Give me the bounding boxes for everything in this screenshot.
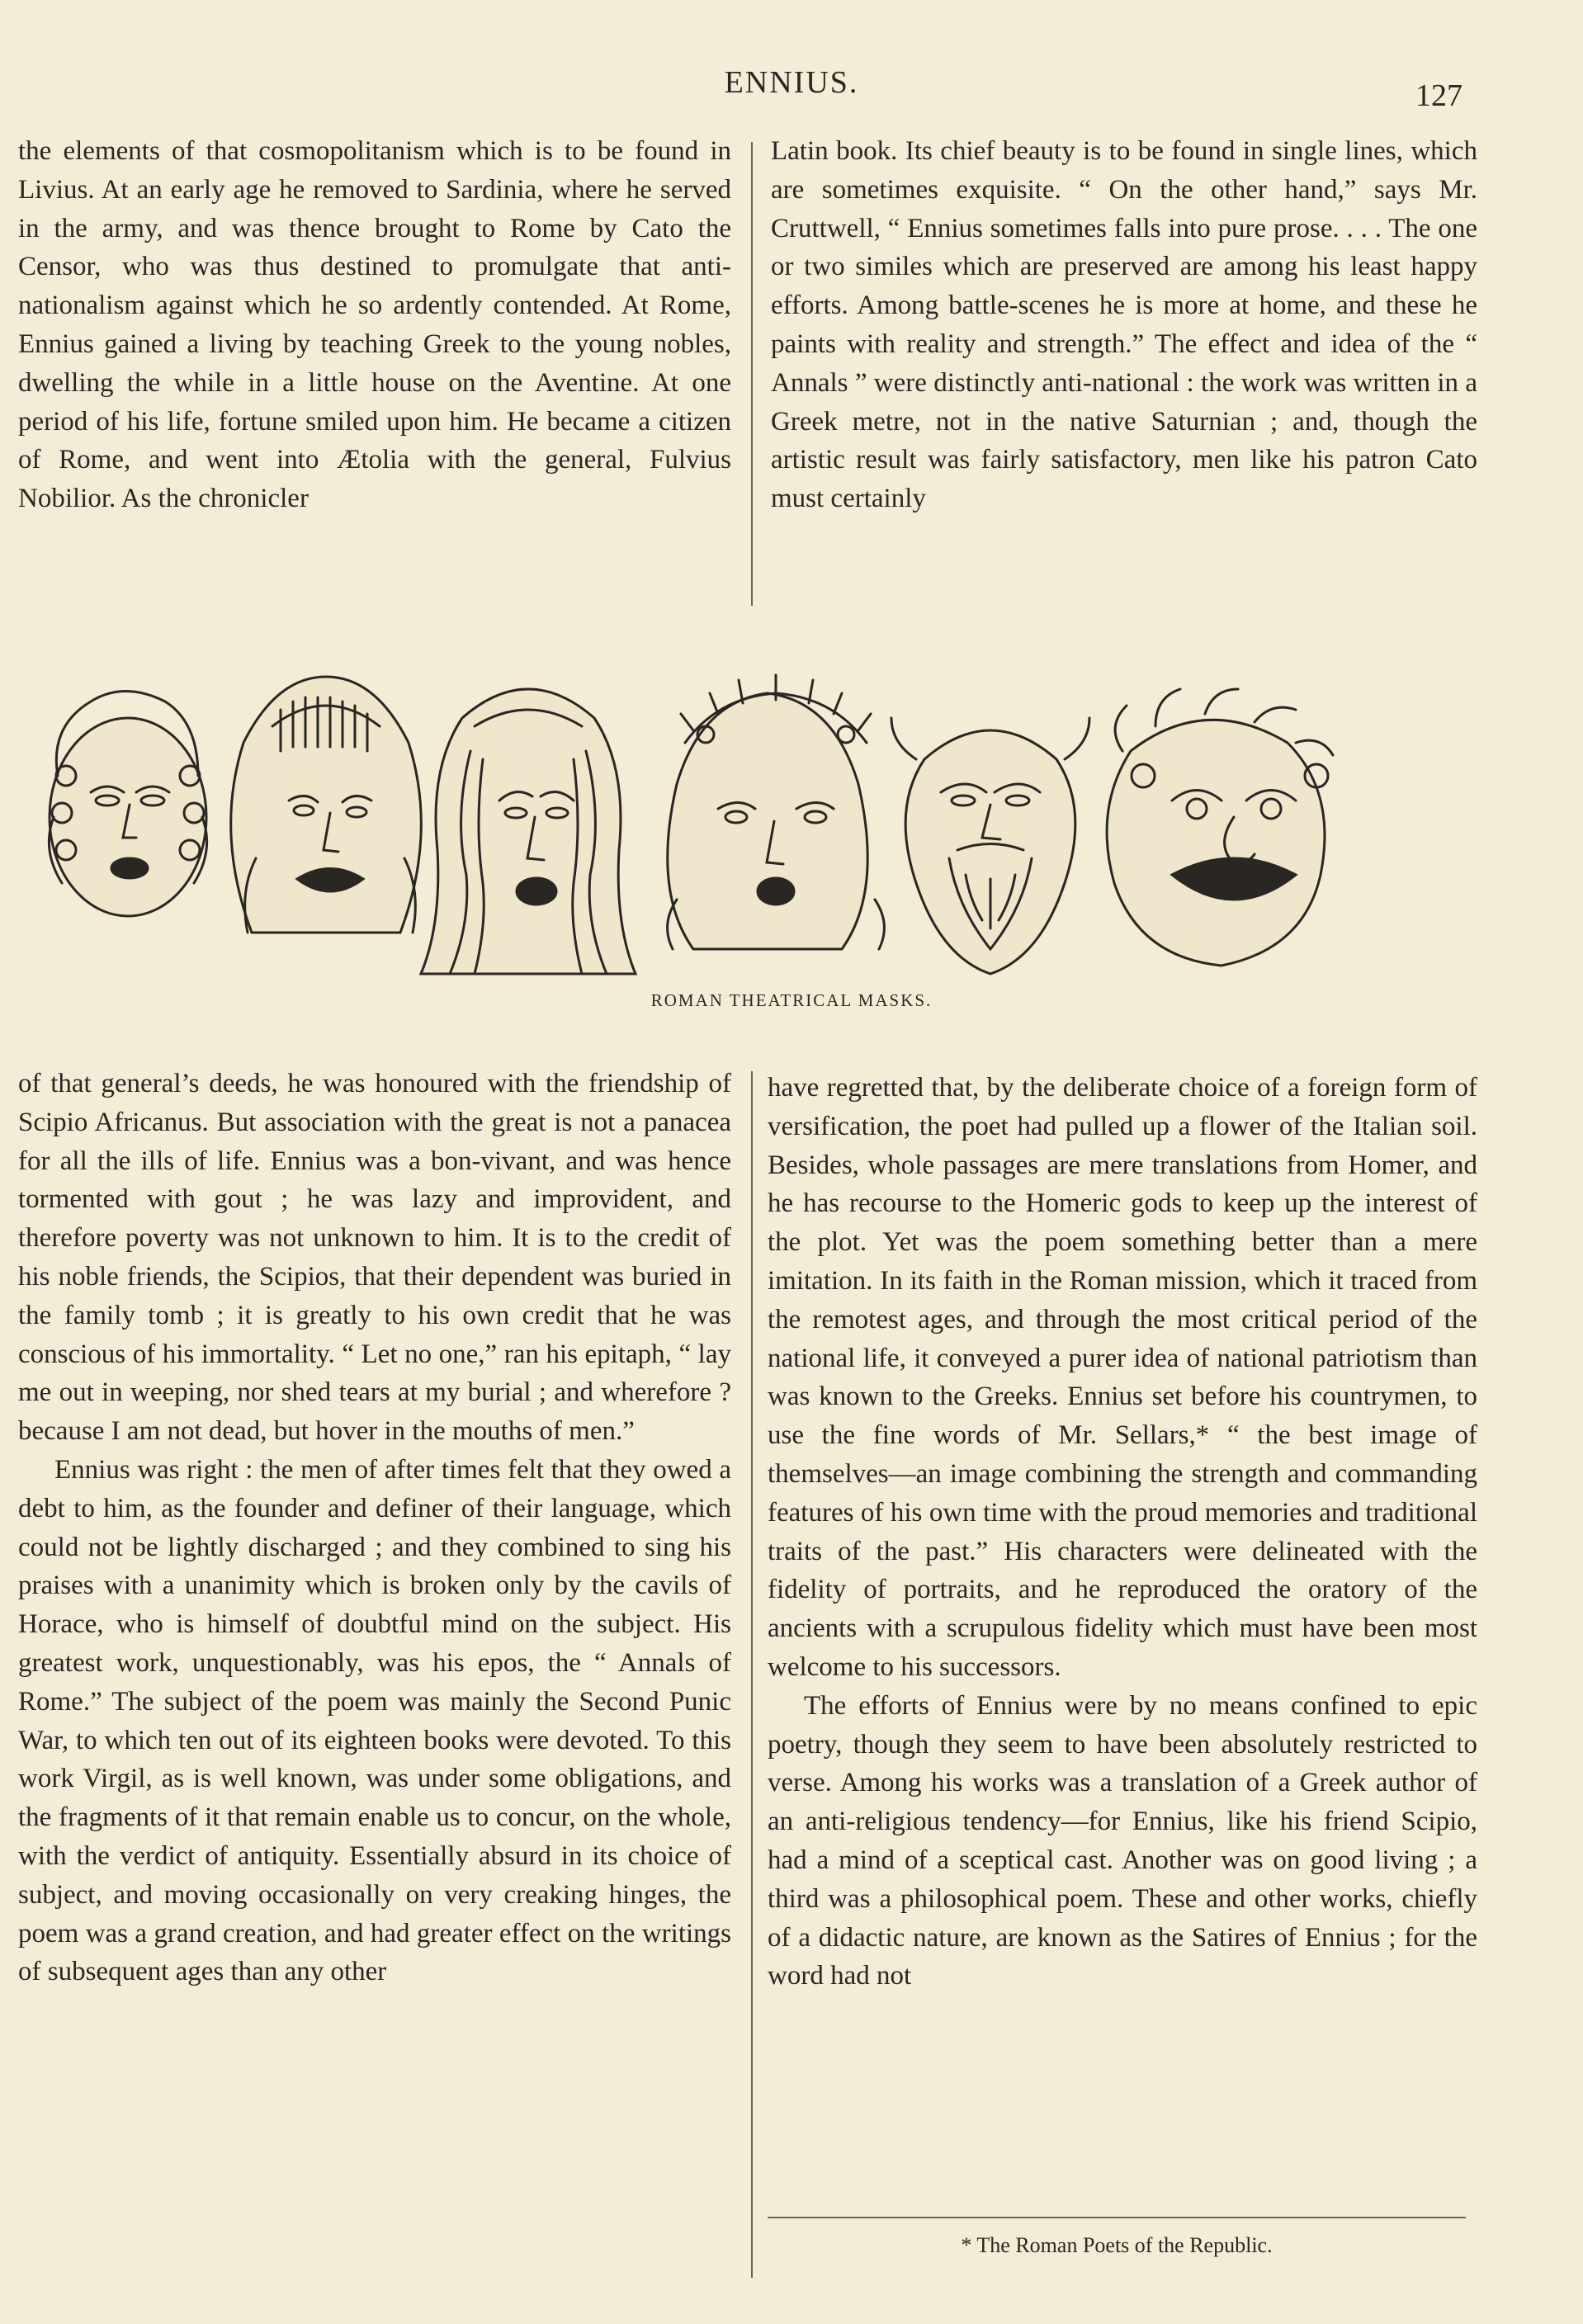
paragraph: the elements of that cosmopolitanism which is to be found in Livius. At an early age he removed to Sardinia, where he served in the army, and was thence brought to Rome by Cato the Censor, who was thus destined to promulgate that anti-nationalism against which he so ardently contended. At Rome, Ennius gained a living by teaching Greek to the young nobles, dwelling the while in a little house on the Aventine. At one period of his life, fortune smiled upon him. He became a citizen of Rome, and went into Ætolia with the general, Fulvius Nobilior. As the chronicler [18, 136, 731, 514]
masks-drawing [33, 652, 1436, 982]
mask-tragic-long-hair [421, 689, 636, 974]
running-title: ENNIUS. [724, 65, 859, 100]
column-bottom-right [768, 1069, 1477, 1996]
masks-illustration [33, 652, 1436, 982]
paragraph: have regretted that, by the deliberate choice of a foreign form of versification, the poet had pulled up a flower of the Italian soil. Besides, whole passages are mere translations from Homer, and he has recourse to the Homeric gods to keep up the interest of the plot. Yet was the poem something better than a mere imitation. In its faith in the Roman mission, which it traced from the remotest ages, and through the most critical period of the national life, it conveyed a purer idea of national patriotism than was known to the Greeks. Ennius set before his countrymen, to use the fine words of Mr. Sellars,* “ the best image of themselves—an image combining the strength and commanding features of his own time with the proud memories and traditional traits of the past.” His characters were delineated with the fidelity of portraits, and he reproduced the oratory of the ancients with a scrupulous fidelity which must have been most welcome to his successors. [768, 1073, 1477, 1682]
column-bottom-left [18, 1065, 731, 1991]
mask-comic-hooded [231, 677, 422, 933]
figure-caption: ROMAN THEATRICAL MASKS. [650, 990, 933, 1010]
paragraph: The efforts of Ennius were by no means confined to epic poetry, though they seem to have been absolutely restricted to verse. Among his works was a translation of a Greek author of an anti-religious tendency—for Ennius, like his friend Scipio, had a mind of a sceptical cast. Another was on good living ; a third was a philosophical poem. These and other works, chiefly of a didactic nature, are known as the Satires of Ennius ; for the word had not [768, 1690, 1477, 1991]
paragraph: of that general’s deeds, he was honoured with the friendship of Scipio Africanus. But association with the great is not a panacea for all the ills of life. Ennius was a bon-vivant, and was hence tormented with gout ; he was lazy and improvident, and therefore poverty was not unknown to him. It is to the credit of his noble friends, the Scipios, that their dependent was buried in the family tomb ; it is greatly to his own credit that he was conscious of his immortality. “ Let no one,” ran his epitaph, “ lay me out in weeping, nor shed tears at my burial ; and wherefore ? because I am not dead, but hover in the mouths of men.” [18, 1069, 731, 1447]
running-head [0, 64, 1583, 114]
column-divider [751, 142, 753, 606]
paragraph: Latin book. Its chief beauty is to be found in single lines, which are sometimes exquisite. “ On the other hand,” says Mr. Cruttwell, “ Ennius sometimes falls into pure prose. . . . The one or two similes which are preserved are among his least happy efforts. Among battle-scenes he is more at home, and these he paints with reality and strength.” The effect and idea of the “ Annals ” were distinctly anti-national : the work was written in a Greek metre, not in the native Saturnian ; and, though the artistic result was fairly satisfactory, men like his patron Cato must certainly [771, 136, 1477, 514]
mask-grotesque-comic [1107, 689, 1333, 966]
page-number: 127 [1415, 78, 1463, 113]
footnote: * The Roman Poets of the Republic. [961, 2233, 1273, 2257]
column-top-left [18, 132, 731, 518]
mask-curly-youth [49, 692, 206, 917]
footnote-divider [768, 2217, 1466, 2218]
column-divider [751, 1071, 753, 2278]
mask-wreathed-bacchic [668, 675, 885, 949]
mask-bearded-satyr [891, 718, 1089, 974]
column-top-right [771, 132, 1477, 518]
paragraph: Ennius was right : the men of after times felt that they owed a debt to him, as the founder and definer of their language, which could not be lightly discharged ; and they combined to sing his praises with a unanimity which is broken only by the cavils of Horace, who is himself of doubtful mind on the subject. His greatest work, unquestionably, was his epos, the “ Annals of Rome.” The subject of the poem was mainly the Second Punic War, to which ten out of its eighteen books were devoted. To this work Virgil, as is well known, was under some obligations, and the fragments of it that remain enable us to concur, on the whole, with the verdict of antiquity. Essentially absurd in its choice of subject, and moving occasionally on very creaking hinges, the poem was a grand creation, and had greater effect on the writings of subsequent ages than any other [18, 1454, 731, 1987]
